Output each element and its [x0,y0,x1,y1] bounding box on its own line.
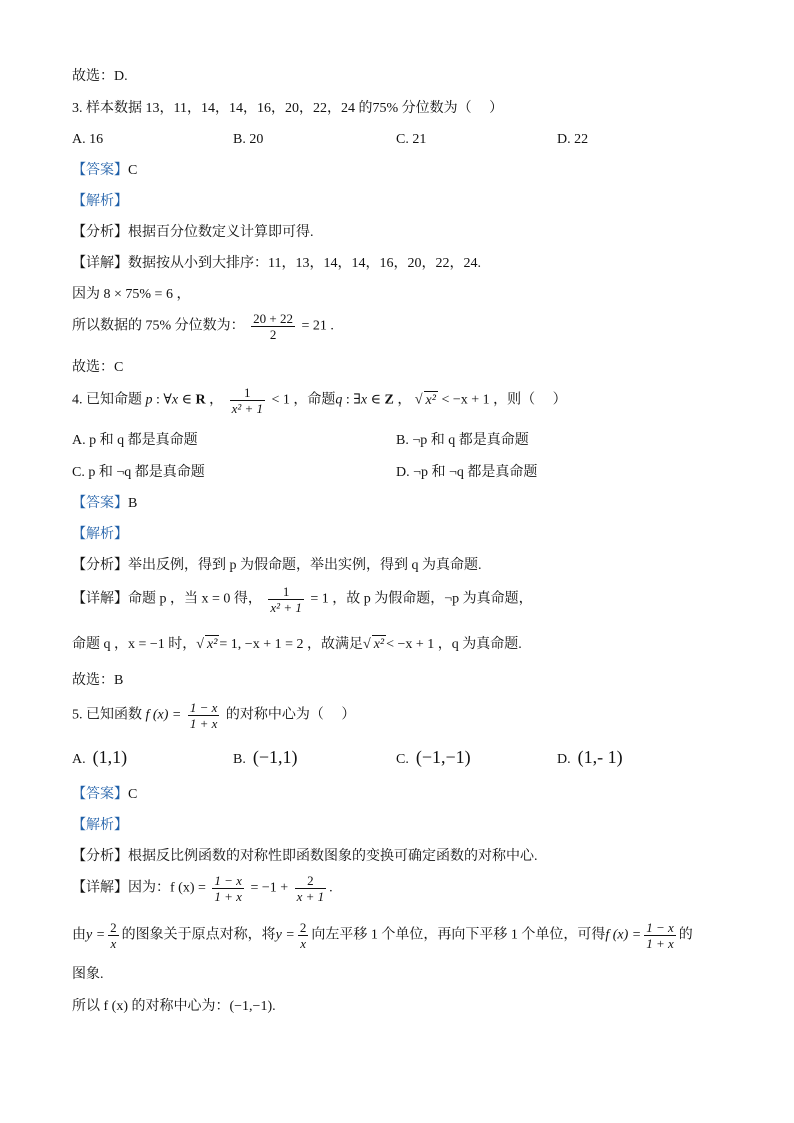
text: 的 [678,927,693,943]
denominator: 2 [251,326,295,342]
numerator: 1 [244,385,251,400]
answer-tag: 【答案】 [72,163,128,178]
fenxi-tag: 【分析】 [72,558,128,573]
var-x: x [360,392,368,408]
denominator: 1 + x [189,716,218,731]
answer-value: C [128,163,138,178]
question-3 [72,100,503,118]
numerator: 1 − x [214,873,242,888]
fraction [108,920,119,951]
answer-value: B [128,496,138,511]
text: 的图象关于原点对称，将 [121,927,276,943]
question-5 [72,700,355,731]
option-c: C. 21 [396,132,427,147]
option-b [233,748,297,769]
sqrt-symbol: √ [414,392,423,408]
text: : ∃ [342,392,361,408]
fenxi-text: 根据反比例函数的对称性即函数图象的变换可确定函数的对称中心. [128,849,538,864]
fraction [188,700,220,731]
option-d: D. 22 [557,132,589,147]
xiangjie-text: 数据按从小到大排序：11，13，14，14，16，20，22，24. [128,256,481,271]
analysis-line [72,557,482,575]
question-number: 3. [72,101,83,116]
function-name: f (x) = [605,927,642,943]
function-name: f (x) = [145,707,182,723]
expr: y = [275,927,295,943]
answer-line [72,162,137,180]
sqrt-symbol: √ [196,637,204,652]
numerator: 1 [282,584,290,599]
text: : ∀ [152,392,172,408]
text: 4. 已知命题 [72,392,142,408]
numerator: 20 + 22 [253,311,294,326]
fenxi-tag: 【分析】 [72,849,128,864]
xiangjie-tag: 【详解】 [72,256,128,271]
option-label: C. [396,752,409,767]
text: 5. 已知函数 [72,707,142,723]
sqrt-symbol: √ [363,637,371,652]
detail-line [72,255,481,273]
fraction [298,920,309,951]
denominator: x + 1 [296,889,325,904]
text: ∈ [178,392,196,408]
option-label: B. [233,752,246,767]
text: ， [393,392,412,408]
text: 因为：f (x) = [128,880,206,896]
xiangjie-tag: 【详解】 [72,880,128,896]
question-stem: 样本数据 13，11，14，14，16，20，22，24 的75% 分位数为（ ） [86,101,504,116]
var-p: p [145,392,153,408]
fenxi-tag: 【分析】 [72,225,128,240]
analysis-line [72,224,314,242]
sqrt-body: x² [425,392,436,408]
text: 命题 p ，当 x = 0 得， [128,591,262,607]
numerator: 2 [299,920,307,935]
option-b: B. ¬p 和 q 都是真命题 [396,433,529,448]
denominator: 1 + x [646,936,674,951]
text: < 1 ，命题 [271,392,336,408]
option-a: A. p 和 q 都是真命题 [72,433,198,448]
text: . [329,880,333,896]
text: = −1 + [250,880,289,896]
answer-line [72,786,137,804]
option-value: (−1,−1) [415,747,471,767]
text-line: 故选：D. [72,69,128,84]
text: = 1, −x + 1 = 2 ，故满足 [219,637,363,652]
option-value: (1,- 1) [577,747,623,767]
option-value: (1,1) [92,747,128,767]
text: = 1 ，故 p 为假命题，¬p 为真命题， [310,591,533,607]
text: < −x + 1 ，q 为真命题. [386,637,522,652]
text-line: 所以 f (x) 的对称中心为：(−1,−1). [72,999,276,1014]
fraction [251,311,295,342]
fraction [295,873,327,904]
expr: y = [86,927,106,943]
option-c [396,748,471,769]
option-c: C. p 和 ¬q 都是真命题 [72,465,205,480]
option-b: B. 20 [233,132,264,147]
denominator: x² + 1 [270,600,302,615]
answer-value: C [128,787,138,802]
answer-tag: 【答案】 [72,496,128,511]
text: = 21 . [301,318,334,334]
analysis-tag: 【解析】 [72,194,128,209]
xiangjie-tag: 【详解】 [72,591,128,607]
fraction [230,385,265,416]
text-line: 因为 8 × 75% = 6 ， [72,287,191,302]
text: 的对称中心为（ ） [225,707,356,723]
option-label: A. [72,752,86,767]
denominator: x [298,935,309,951]
analysis-line [72,848,538,866]
fenxi-text: 举出反例，得到 p 为假命题，举出实例，得到 q 为真命题. [128,558,482,573]
text: 所以数据的 75% 分位数为： [72,318,245,334]
text: 向左平移 1 个单位，再向下平移 1 个单位，可得 [311,927,606,943]
option-value: (−1,1) [252,747,298,767]
detail-line [72,873,333,904]
fraction [644,920,676,951]
numerator: 2 [307,873,314,888]
denominator: x [108,935,119,951]
text: 命题 q ，x = −1 时， [72,637,197,652]
detail-line [72,584,533,615]
denominator: x² + 1 [231,401,264,416]
detail-line [72,635,522,654]
var-x: x [171,392,179,408]
set-z: Z [384,392,394,408]
numerator: 2 [110,920,117,935]
fraction [268,584,303,615]
numerator: 1 − x [646,920,674,935]
text: < −x + 1 ，则（ ） [437,392,567,408]
text-line: 故选：C [72,360,124,375]
sqrt-body: x² [206,637,218,652]
sqrt-body: x² [373,637,385,652]
analysis-tag: 【解析】 [72,818,128,833]
option-d [557,748,623,769]
option-a: A. 16 [72,132,104,147]
option-a [72,748,127,769]
text: ， [205,392,224,408]
analysis-tag: 【解析】 [72,527,128,542]
detail-line [72,920,693,951]
text-line: 图象. [72,967,104,982]
denominator: 1 + x [214,889,242,904]
text: ∈ [367,392,385,408]
formula-line [72,311,334,342]
numerator: 1 − x [189,700,218,715]
option-label: D. [557,752,571,767]
fenxi-text: 根据百分位数定义计算即可得. [128,225,314,240]
fraction [212,873,244,904]
answer-tag: 【答案】 [72,787,128,802]
set-r: R [195,392,206,408]
option-d: D. ¬p 和 ¬q 都是真命题 [396,465,538,480]
text-line: 故选：B [72,673,124,688]
answer-line [72,495,137,513]
question-4 [72,385,567,416]
text: 由 [72,927,86,943]
var-q: q [335,392,343,408]
